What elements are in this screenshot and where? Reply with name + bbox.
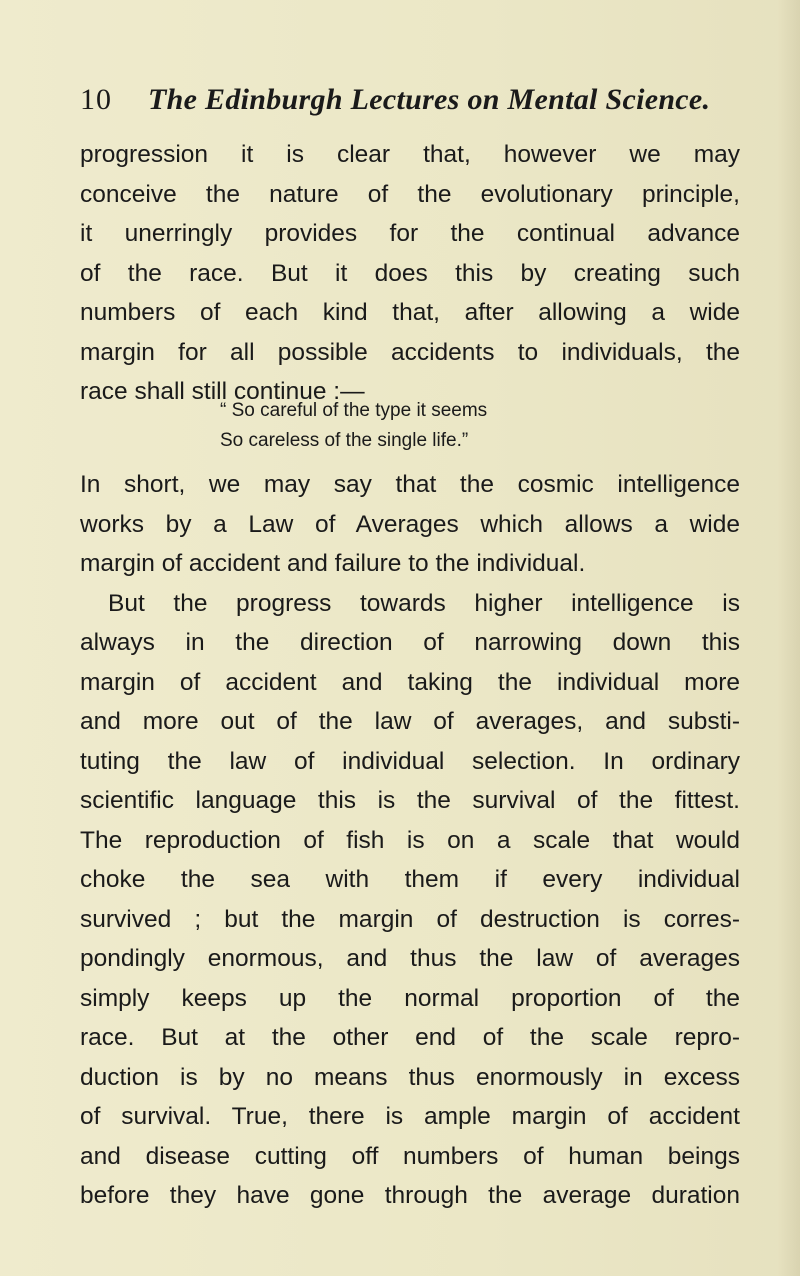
text-line: The reproduction of fish is on a scale that would xyxy=(80,826,740,854)
running-head xyxy=(80,80,760,120)
text-line: choke the sea with them if every individual xyxy=(80,866,740,893)
text-line: margin of accident and taking the individual more xyxy=(80,668,740,696)
text-line: always in the direction of narrowing down this xyxy=(80,629,740,656)
page-edge-shadow xyxy=(778,0,800,1276)
text-line: of the race. But it does this by creating such xyxy=(80,259,740,287)
text-line: before they have gone through the average duration xyxy=(80,1182,740,1209)
paragraph-1 xyxy=(80,135,740,412)
text-line: conceive the nature of the evolutionary principle, xyxy=(80,180,740,208)
text-line: margin of accident and failure to the individual. xyxy=(80,550,586,577)
text-line: works by a Law of Averages which allows a wide xyxy=(80,510,740,538)
text-line: and disease cutting off numbers of human beings xyxy=(80,1142,740,1170)
quote-line: “ So careful of the type it seems xyxy=(220,400,488,421)
text-line: race. But at the other end of the scale repro- xyxy=(80,1024,740,1051)
text-line: numbers of each kind that, after allowing a wide xyxy=(80,299,740,326)
verse-quotation xyxy=(220,396,660,456)
paragraph-2 xyxy=(80,465,740,1216)
text-line: progression it is clear that, however we may xyxy=(80,141,740,168)
text-line: race shall still continue :— xyxy=(80,378,365,405)
book-title: The Edinburgh Lectures on Mental Science. xyxy=(148,83,711,116)
text-line: scientific language this is the survival of the fittest. xyxy=(80,787,740,814)
text-line: pondingly enormous, and thus the law of averages xyxy=(80,945,740,972)
text-line: But the progress towards higher intelligence is xyxy=(108,589,740,617)
text-line: of survival. True, there is ample margin of accident xyxy=(80,1103,740,1130)
page-number: 10 xyxy=(80,83,112,116)
text-line: and more out of the law of averages, and substi- xyxy=(80,708,740,735)
text-line: duction is by no means thus enormously in excess xyxy=(80,1063,740,1091)
text-line: tuting the law of individual selection. In ordinary xyxy=(80,747,740,775)
text-line: survived ; but the margin of destruction is corres- xyxy=(80,905,740,933)
text-line: it unerringly provides for the continual advance xyxy=(80,220,740,247)
text-line: margin for all possible accidents to individuals, the xyxy=(80,338,740,366)
quote-line: So careless of the single life.” xyxy=(220,430,469,451)
text-line: In short, we may say that the cosmic intelligence xyxy=(80,471,740,498)
text-line: simply keeps up the normal proportion of the xyxy=(80,984,740,1012)
